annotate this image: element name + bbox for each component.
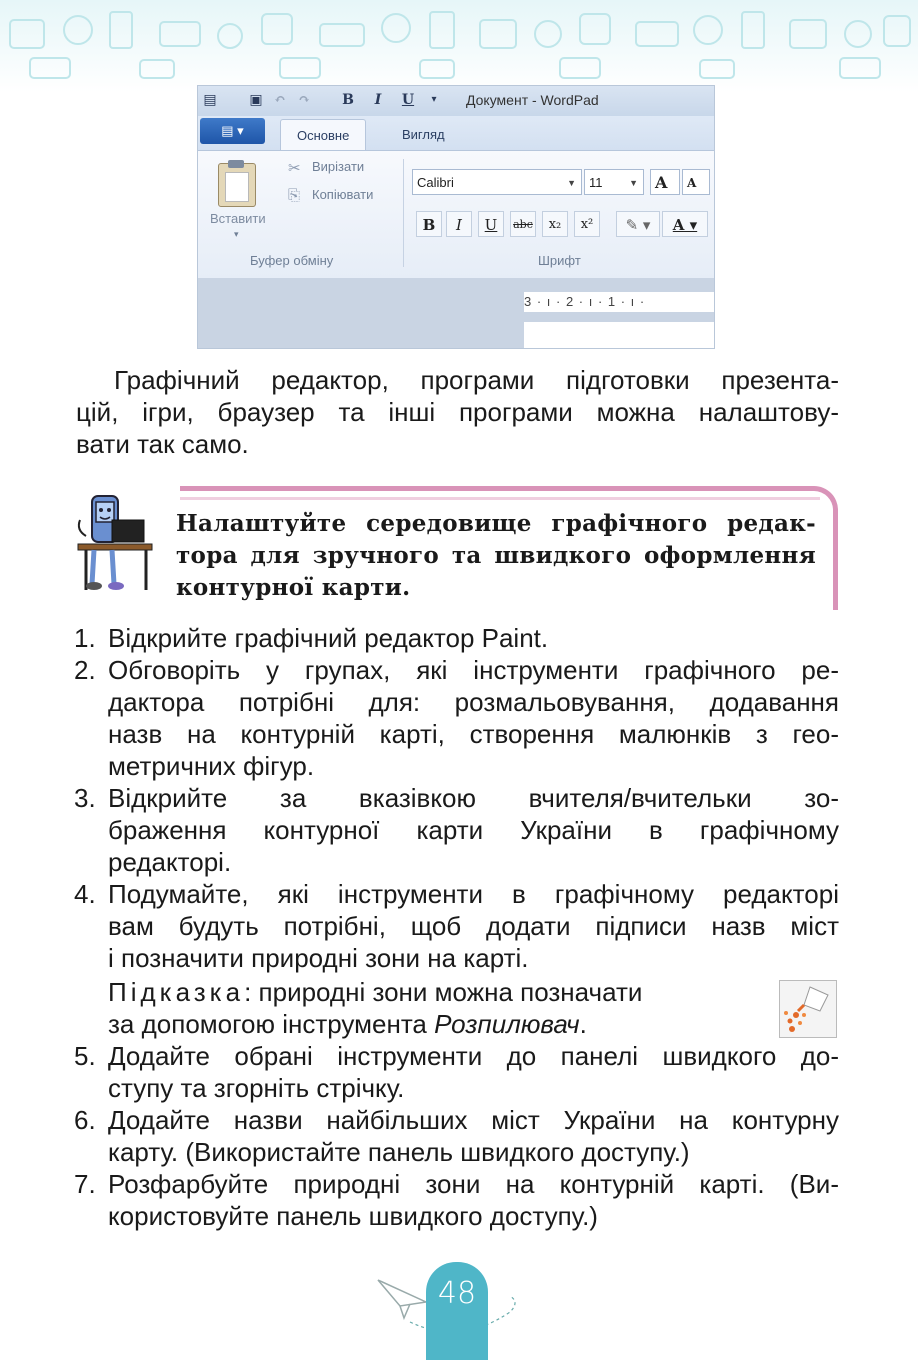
task-line: контурної карти. <box>176 574 411 601</box>
ribbon-separator <box>403 159 404 267</box>
intro-line: цій, ігри, браузер та інші програми можна налаштову- <box>76 397 839 427</box>
document-page[interactable] <box>524 322 715 349</box>
list-number: 4. <box>74 879 96 909</box>
page-number: 48 <box>426 1262 488 1360</box>
hint-line <box>108 974 839 1008</box>
list-line: користовуйте панель швидкого доступу.) <box>108 1201 598 1231</box>
list-line: Додайте назви найбільших міст України на контурну <box>108 1105 839 1135</box>
wordpad-screenshot <box>197 85 715 349</box>
list-line: редакторі. <box>108 847 232 877</box>
hint-text: : природні зони можна позначати <box>244 977 643 1007</box>
qa-underline-button[interactable]: U <box>401 92 415 108</box>
list-line: метричних фігур. <box>108 751 315 781</box>
list-item <box>74 654 839 782</box>
superscript-button[interactable]: x² <box>574 211 600 237</box>
font-family-select[interactable] <box>412 169 582 195</box>
italic-button[interactable]: I <box>446 211 472 237</box>
list-line: Відкрийте графічний редактор Paint. <box>108 623 549 653</box>
redo-icon[interactable]: ↷ <box>298 92 310 108</box>
list-line: вам будуть потрібні, щоб додати підписи назв міст <box>108 911 839 941</box>
underline-button[interactable]: U <box>478 211 504 237</box>
tab-home[interactable]: Основне <box>280 119 366 151</box>
tab-view[interactable]: Вигляд <box>402 127 445 142</box>
intro-line: вати так само. <box>76 429 249 459</box>
list-number: 1. <box>74 623 96 653</box>
font-group-label: Шрифт <box>538 253 581 268</box>
shrink-font-button[interactable]: A <box>682 169 710 195</box>
airbrush-icon <box>779 980 837 1038</box>
list-line: назв на контурній карті, створення малюнків з гео- <box>108 719 839 749</box>
paste-button[interactable]: Вставити <box>210 211 266 226</box>
list-line: Додайте обрані інструменти до панелі швидкого до- <box>108 1041 839 1071</box>
paste-icon[interactable] <box>218 163 256 207</box>
copy-icon[interactable]: ⎘ <box>288 187 301 204</box>
list-number: 7. <box>74 1169 96 1199</box>
list-item <box>74 878 839 974</box>
subscript-button[interactable]: x₂ <box>542 211 568 237</box>
list-item <box>74 1168 839 1232</box>
chevron-down-icon: ▼ <box>629 178 638 188</box>
task-line: тора для зручного та швидкого оформлення <box>176 542 816 569</box>
hint-text: . <box>579 1009 587 1039</box>
cut-button[interactable]: Вирізати <box>312 159 365 174</box>
list-number: 6. <box>74 1105 96 1135</box>
list-item <box>74 1040 839 1104</box>
hint-label: Підказка <box>108 977 245 1007</box>
bold-button[interactable]: B <box>416 211 442 237</box>
list-item <box>74 622 839 654</box>
wordpad-title-bar <box>198 86 715 116</box>
cut-icon[interactable]: ✂ <box>288 160 301 177</box>
hint-text: за допомогою інструмента <box>108 1009 435 1039</box>
wordpad-window-title: Документ - WordPad <box>466 92 599 108</box>
font-size-select[interactable] <box>584 169 644 195</box>
font-size-value: 11 <box>589 175 603 190</box>
list-line: Відкрийте за вказівкою вчителя/вчительки зо- <box>108 783 839 813</box>
list-line: Обговоріть у групах, які інструменти графічного ре- <box>108 655 839 685</box>
steps-list <box>74 622 839 1232</box>
paste-dropdown-icon[interactable]: ▾ <box>234 229 239 239</box>
list-line: і позначити природні зони на карті. <box>108 943 529 973</box>
undo-icon[interactable]: ↶ <box>274 92 286 108</box>
strikethrough-button[interactable]: abc <box>510 211 536 237</box>
save-icon[interactable]: ▣ <box>249 92 263 108</box>
file-menu-button[interactable]: ▤ ▾ <box>200 118 265 144</box>
qa-italic-button[interactable]: I <box>374 92 382 108</box>
header-banner <box>0 0 918 92</box>
list-line: карту. (Використайте панель швидкого доступу.) <box>108 1137 690 1167</box>
wordpad-app-icon: ▤ <box>203 92 217 108</box>
hint-block <box>74 974 839 1040</box>
clipboard-group-label: Буфер обміну <box>250 253 334 268</box>
list-item <box>74 782 839 878</box>
list-line: Подумайте, які інструменти в графічному редакторі <box>108 879 839 909</box>
list-line: ступу та згорніть стрічку. <box>108 1073 405 1103</box>
list-line: Розфарбуйте природні зони на контурній карті. (Ви- <box>108 1169 839 1199</box>
text-color-icon[interactable]: A ▾ <box>662 211 708 237</box>
list-number: 2. <box>74 655 96 685</box>
airbrush-icon-graphic <box>780 981 836 1037</box>
hint-tool-name: Розпилювач <box>434 1009 580 1039</box>
chevron-down-icon: ▼ <box>567 178 576 188</box>
copy-button[interactable]: Копіювати <box>312 187 374 202</box>
qa-bold-button[interactable]: B <box>342 92 354 108</box>
gadgets-pattern <box>0 0 918 92</box>
intro-paragraph <box>76 364 839 460</box>
ribbon-tabs <box>198 116 715 150</box>
list-line: дактора потрібні для: розмальовування, додавання <box>108 687 839 717</box>
font-family-value: Calibri <box>417 175 454 190</box>
list-number: 3. <box>74 783 96 813</box>
intro-line: Графічний редактор, програми підготовки презента- <box>114 365 839 395</box>
task-box <box>158 486 838 610</box>
hint-line <box>108 1008 839 1040</box>
grow-font-button[interactable]: A <box>650 169 680 195</box>
computer-mascot-icon <box>72 490 154 594</box>
list-number: 5. <box>74 1041 96 1071</box>
list-line: браження контурної карти України в графічному <box>108 815 839 845</box>
task-text <box>176 508 816 604</box>
list-item <box>74 1104 839 1168</box>
customize-dropdown-icon[interactable]: ▾ <box>431 94 437 105</box>
task-line: Налаштуйте середовище графічного редак- <box>176 510 816 537</box>
highlight-color-icon[interactable]: ✎ ▾ <box>616 211 660 237</box>
ruler: 3 · ı · 2 · ı · 1 · ı · <box>524 292 715 312</box>
